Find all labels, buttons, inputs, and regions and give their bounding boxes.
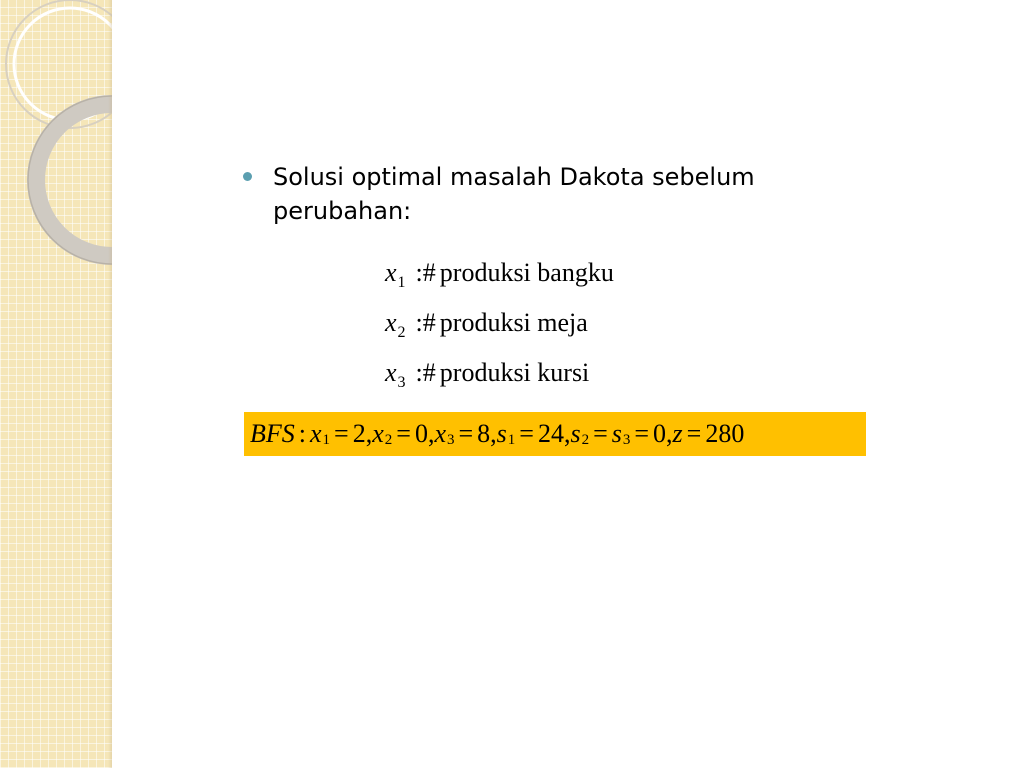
bfs-value: 0, [414, 419, 435, 448]
definition-description: produksi bangku [439, 258, 614, 287]
definition-x1 [385, 258, 614, 291]
bfs-var: z [672, 419, 683, 448]
bfs-value: 280 [705, 419, 745, 448]
bullet-text: Solusi optimal masalah Dakota sebelum perubahan: [273, 163, 755, 225]
bfs-var: x [434, 419, 446, 448]
definition-separator: :# [415, 258, 436, 287]
bfs-subscript: 2 [581, 431, 590, 448]
definition-x2 [385, 308, 588, 341]
bfs-var: s [570, 419, 581, 448]
bfs-subscript: 3 [446, 431, 455, 448]
bfs-equals: = [396, 419, 411, 448]
bfs-value: 24, [537, 419, 571, 448]
bfs-value: 0, [653, 419, 673, 448]
bfs-equals: = [593, 419, 608, 448]
var-name: x [385, 308, 397, 337]
bullet-dot-icon [243, 172, 252, 181]
bfs-equals: = [458, 419, 474, 448]
definition-description: produksi kursi [439, 358, 590, 387]
definition-x3 [385, 358, 590, 391]
bfs-equals: = [686, 419, 702, 448]
bfs-var: s [611, 419, 622, 448]
bullet-item [243, 160, 823, 228]
bfs-label: BFS [250, 419, 295, 448]
definition-separator: :# [415, 358, 436, 387]
bfs-equals: = [334, 419, 349, 448]
bfs-var: x [310, 419, 322, 448]
definition-description: produksi meja [439, 308, 588, 337]
bfs-value: 2, [352, 419, 373, 448]
bfs-colon: : [298, 419, 306, 448]
var-subscript: 3 [397, 374, 406, 391]
bfs-subscript: 1 [322, 431, 331, 448]
bfs-subscript: 2 [384, 431, 393, 448]
bfs-value: 8, [477, 419, 497, 448]
bfs-highlight-box [244, 412, 866, 456]
bfs-subscript: 3 [622, 431, 631, 448]
var-subscript: 2 [397, 324, 406, 341]
bfs-equals: = [519, 419, 534, 448]
bfs-var: s [496, 419, 507, 448]
var-subscript: 1 [397, 274, 406, 291]
bfs-var: x [372, 419, 384, 448]
bfs-subscript: 1 [507, 431, 516, 448]
var-name: x [385, 258, 397, 287]
var-name: x [385, 358, 397, 387]
definition-separator: :# [415, 308, 436, 337]
bfs-equals: = [634, 419, 650, 448]
